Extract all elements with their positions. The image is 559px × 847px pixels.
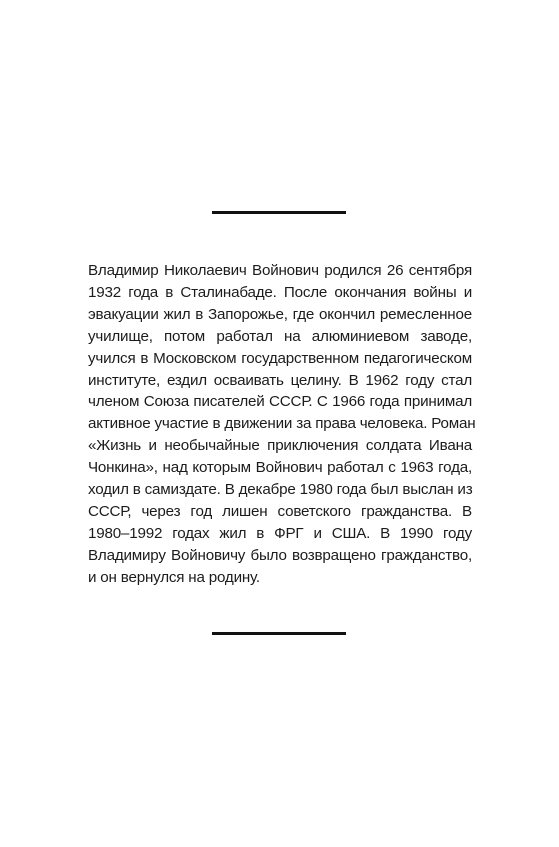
- bio-line: членом Союза писателей СССР. С 1966 года принимал: [88, 393, 472, 411]
- bio-line: училище, потом работал на алюминиевом заводе,: [88, 327, 472, 345]
- bio-line: СССР, через год лишен советского гражданства. В: [88, 502, 472, 520]
- bio-line: 1932 года в Сталинабаде. После окончания войны и: [88, 283, 472, 301]
- bio-line: Чонкина», над которым Войнович работал с 1963 года,: [88, 459, 472, 477]
- bio-line: активное участие в движении за права человека. Роман: [88, 415, 476, 433]
- bio-line: институте, ездил осваивать целину. В 1962 году стал: [88, 371, 472, 389]
- top-divider: [212, 211, 346, 214]
- author-biography: [88, 260, 476, 589]
- bio-line: Владимир Николаевич Войнович родился 26 сентября: [88, 262, 472, 279]
- bio-line: ходил в самиздате. В декабре 1980 года был выслан из: [88, 481, 473, 499]
- bio-line: Владимиру Войновичу было возвращено гражданство,: [88, 546, 472, 564]
- bottom-divider: [212, 632, 346, 635]
- bio-line: эвакуации жил в Запорожье, где окончил ремесленное: [88, 305, 472, 323]
- bio-line: и он вернулся на родину.: [88, 568, 260, 586]
- bio-line: учился в Московском государственном педагогическом: [88, 349, 472, 367]
- bio-line: 1980–1992 годах жил в ФРГ и США. В 1990 году: [88, 524, 472, 542]
- bio-line: «Жизнь и необычайные приключения солдата Ивана: [88, 437, 472, 455]
